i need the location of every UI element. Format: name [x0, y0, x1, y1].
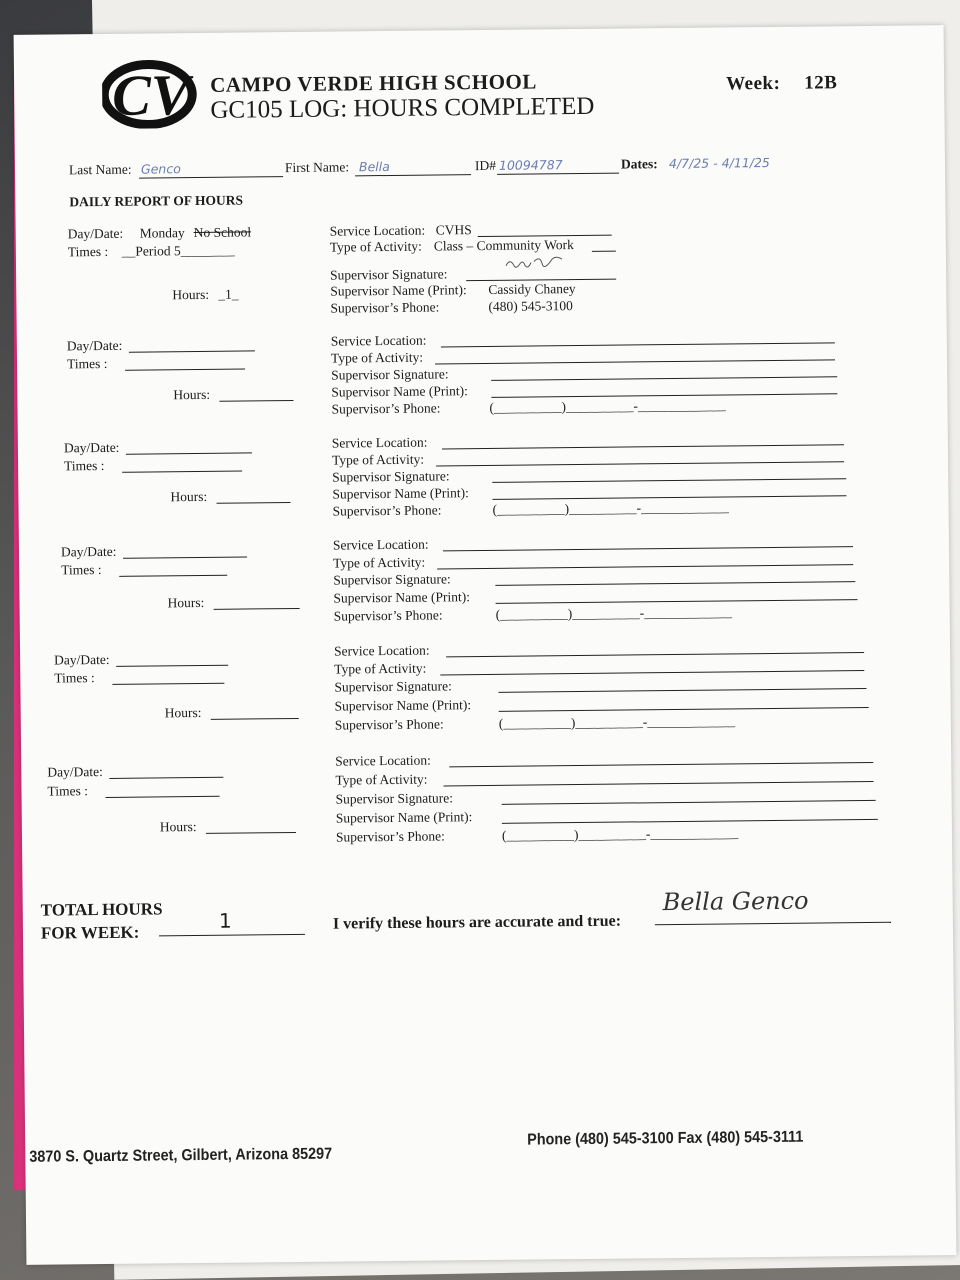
entry-2-times-label: Times : [66, 355, 108, 372]
entry-1-location-value: CVHS [435, 222, 472, 238]
entry-6-hours-label: Hours: [159, 819, 197, 835]
entry-3-day-line [126, 452, 252, 454]
entry-6-name-label: Supervisor Name (Print): [335, 809, 473, 826]
entry-6-day-line [109, 777, 223, 779]
entry-5-phone-blank: (__________)__________-_____________ [498, 713, 736, 731]
entry-6-signature-label: Supervisor Signature: [335, 790, 454, 807]
entry-4-phone-label: Supervisor’s Phone: [333, 607, 443, 624]
entry-5-times-line [112, 683, 224, 685]
total-hours-label-2: FOR WEEK: [40, 922, 140, 943]
entry-3-day-label: Day/Date: [63, 439, 120, 456]
entry-3-hours-line [216, 502, 290, 504]
entry-1-hours-value: _1_ [218, 286, 239, 302]
entry-1-times-label: Times : [67, 243, 109, 260]
entry-1-activity-line [592, 251, 616, 252]
entry-6-hours-line [206, 832, 296, 834]
entry-1-supervisor-signature [500, 251, 570, 276]
form-title: GC105 LOG: HOURS COMPLETED [210, 92, 595, 124]
entry-3-times-line [122, 471, 242, 473]
entry-2-phone-blank: (__________)__________-_____________ [489, 397, 726, 415]
dates-value: 4/7/25 - 4/11/25 [668, 154, 770, 172]
entry-1-hours-label: Hours: [172, 286, 210, 303]
entry-6-activity-label: Type of Activity: [335, 771, 428, 788]
entry-5-location-line [446, 652, 864, 657]
entry-2-activity-line [435, 359, 835, 364]
entry-4-times-label: Times : [61, 562, 102, 578]
entry-5-name-line [499, 707, 869, 712]
entry-6-location-label: Service Location: [335, 752, 431, 769]
last-name-line [139, 176, 283, 179]
entry-6-location-line [449, 762, 873, 767]
id-label: ID# [474, 157, 497, 174]
entry-4-location-label: Service Location: [332, 536, 429, 553]
entry-4-day-label: Day/Date: [60, 543, 117, 560]
entry-3-times-label: Times : [64, 457, 105, 474]
entry-6-phone-label: Supervisor’s Phone: [335, 828, 445, 845]
entry-3-activity-line [436, 461, 844, 466]
entry-4-phone-blank: (__________)__________-_____________ [495, 604, 732, 622]
entry-1-times-value: __Period 5________ [121, 242, 235, 259]
entry-2-day-line [129, 350, 255, 352]
entry-5-times-label: Times : [54, 670, 95, 686]
entry-1-day-value: Monday [139, 225, 185, 241]
entry-6-day-label: Day/Date: [47, 764, 103, 780]
week-label: Week: [726, 72, 781, 95]
entry-3-hours-label: Hours: [170, 488, 208, 505]
entry-3-signature-line [492, 478, 846, 483]
entry-5-name-label: Supervisor Name (Print): [334, 697, 472, 714]
entry-5-phone-label: Supervisor’s Phone: [334, 716, 444, 733]
dates-label: Dates: [620, 156, 658, 172]
entry-2-signature-label: Supervisor Signature: [331, 366, 449, 383]
first-name-label: First Name: [284, 159, 350, 176]
entry-1-location-label: Service Location: [329, 222, 426, 239]
school-address: 3870 S. Quartz Street, Gilbert, Arizona 85297 [29, 1145, 333, 1166]
entry-4-name-line [496, 599, 858, 604]
entry-5-signature-label: Supervisor Signature: [334, 678, 452, 695]
entry-6-activity-line [443, 781, 873, 787]
total-hours-label: TOTAL HOURS [40, 899, 163, 920]
last-name-value: Genco [140, 161, 181, 177]
week-value: 12B [804, 72, 838, 94]
entry-2-name-label: Supervisor Name (Print): [331, 383, 468, 400]
entry-2-hours-label: Hours: [173, 386, 211, 403]
entry-5-activity-line [440, 670, 864, 675]
entry-4-signature-label: Supervisor Signature: [333, 571, 451, 588]
entry-3-location-label: Service Location: [331, 434, 428, 451]
entry-3-name-label: Supervisor Name (Print): [332, 485, 469, 502]
entry-2-hours-line [219, 400, 293, 402]
entry-6-times-label: Times : [47, 783, 88, 799]
entry-6-signature-line [502, 800, 876, 805]
cv-school-logo-icon [102, 58, 203, 129]
entry-5-activity-label: Type of Activity: [334, 660, 427, 677]
total-hours-line [159, 934, 305, 937]
first-name-line [355, 174, 471, 176]
entry-3-activity-label: Type of Activity: [331, 451, 425, 468]
entry-5-hours-label: Hours: [164, 704, 202, 721]
entry-2-day-label: Day/Date: [66, 337, 123, 354]
entry-1-name-label: Supervisor Name (Print): [330, 282, 467, 299]
entry-1-signature-label: Supervisor Signature: [330, 266, 448, 283]
entry-2-phone-label: Supervisor’s Phone: [331, 400, 441, 417]
entry-5-day-line [116, 665, 228, 667]
entry-5-signature-line [498, 688, 866, 693]
entry-1-phone-label: Supervisor’s Phone: [330, 299, 440, 316]
verify-signature-line [655, 922, 891, 925]
entry-4-location-line [443, 546, 853, 551]
entry-4-name-label: Supervisor Name (Print): [333, 589, 471, 606]
school-phone-fax: Phone (480) 545-3100 Fax (480) 545-3111 [527, 1128, 804, 1149]
section-title: DAILY REPORT OF HOURS [69, 192, 244, 210]
entry-4-activity-line [437, 564, 853, 569]
entry-3-signature-label: Supervisor Signature: [332, 468, 450, 485]
school-name: CAMPO VERDE HIGH SCHOOL [209, 69, 537, 97]
entry-5-location-label: Service Location: [333, 642, 430, 659]
entry-1-phone-value: (480) 545-3100 [488, 298, 573, 314]
entry-4-hours-line [214, 608, 300, 610]
entry-6-phone-blank: (__________)__________-_____________ [501, 825, 739, 843]
id-line [497, 173, 619, 175]
id-value: 10094787 [498, 157, 563, 173]
entry-2-location-line [441, 342, 835, 347]
entry-3-phone-blank: (__________)__________-_____________ [492, 499, 729, 517]
last-name-label: Last Name: [68, 161, 132, 178]
entry-3-location-line [442, 444, 844, 449]
entry-4-signature-line [495, 581, 855, 586]
entry-1-activity-label: Type of Activity: [329, 238, 422, 255]
entry-2-location-label: Service Location: [330, 332, 427, 349]
entry-2-activity-label: Type of Activity: [330, 349, 424, 366]
log-form-sheet [14, 25, 957, 1265]
entry-4-day-line [123, 556, 247, 558]
entry-1-name-value: Cassidy Chaney [488, 281, 576, 297]
entry-4-hours-label: Hours: [167, 594, 205, 611]
first-name-value: Bella [358, 158, 390, 175]
entry-2-signature-line [491, 376, 837, 381]
entry-3-phone-label: Supervisor’s Phone: [332, 502, 442, 519]
verify-label: I verify these hours are accurate and true: [332, 912, 622, 933]
entry-4-times-line [119, 575, 227, 577]
entry-6-name-line [502, 819, 878, 824]
student-signature: Bella Genco [662, 886, 809, 917]
entry-5-hours-line [211, 718, 299, 720]
total-hours-value: 1 [218, 908, 232, 933]
entry-1-day-label: Day/Date: [67, 225, 124, 242]
entry-4-activity-label: Type of Activity: [333, 554, 426, 571]
entry-1-activity-value: Class – Community Work [433, 237, 574, 254]
entry-1-crossed-out: No School [193, 224, 252, 241]
svg-text:CV: CV [111, 62, 190, 128]
entry-5-day-label: Day/Date: [54, 651, 110, 668]
entry-6-times-line [106, 796, 220, 798]
entry-2-times-line [125, 368, 245, 370]
